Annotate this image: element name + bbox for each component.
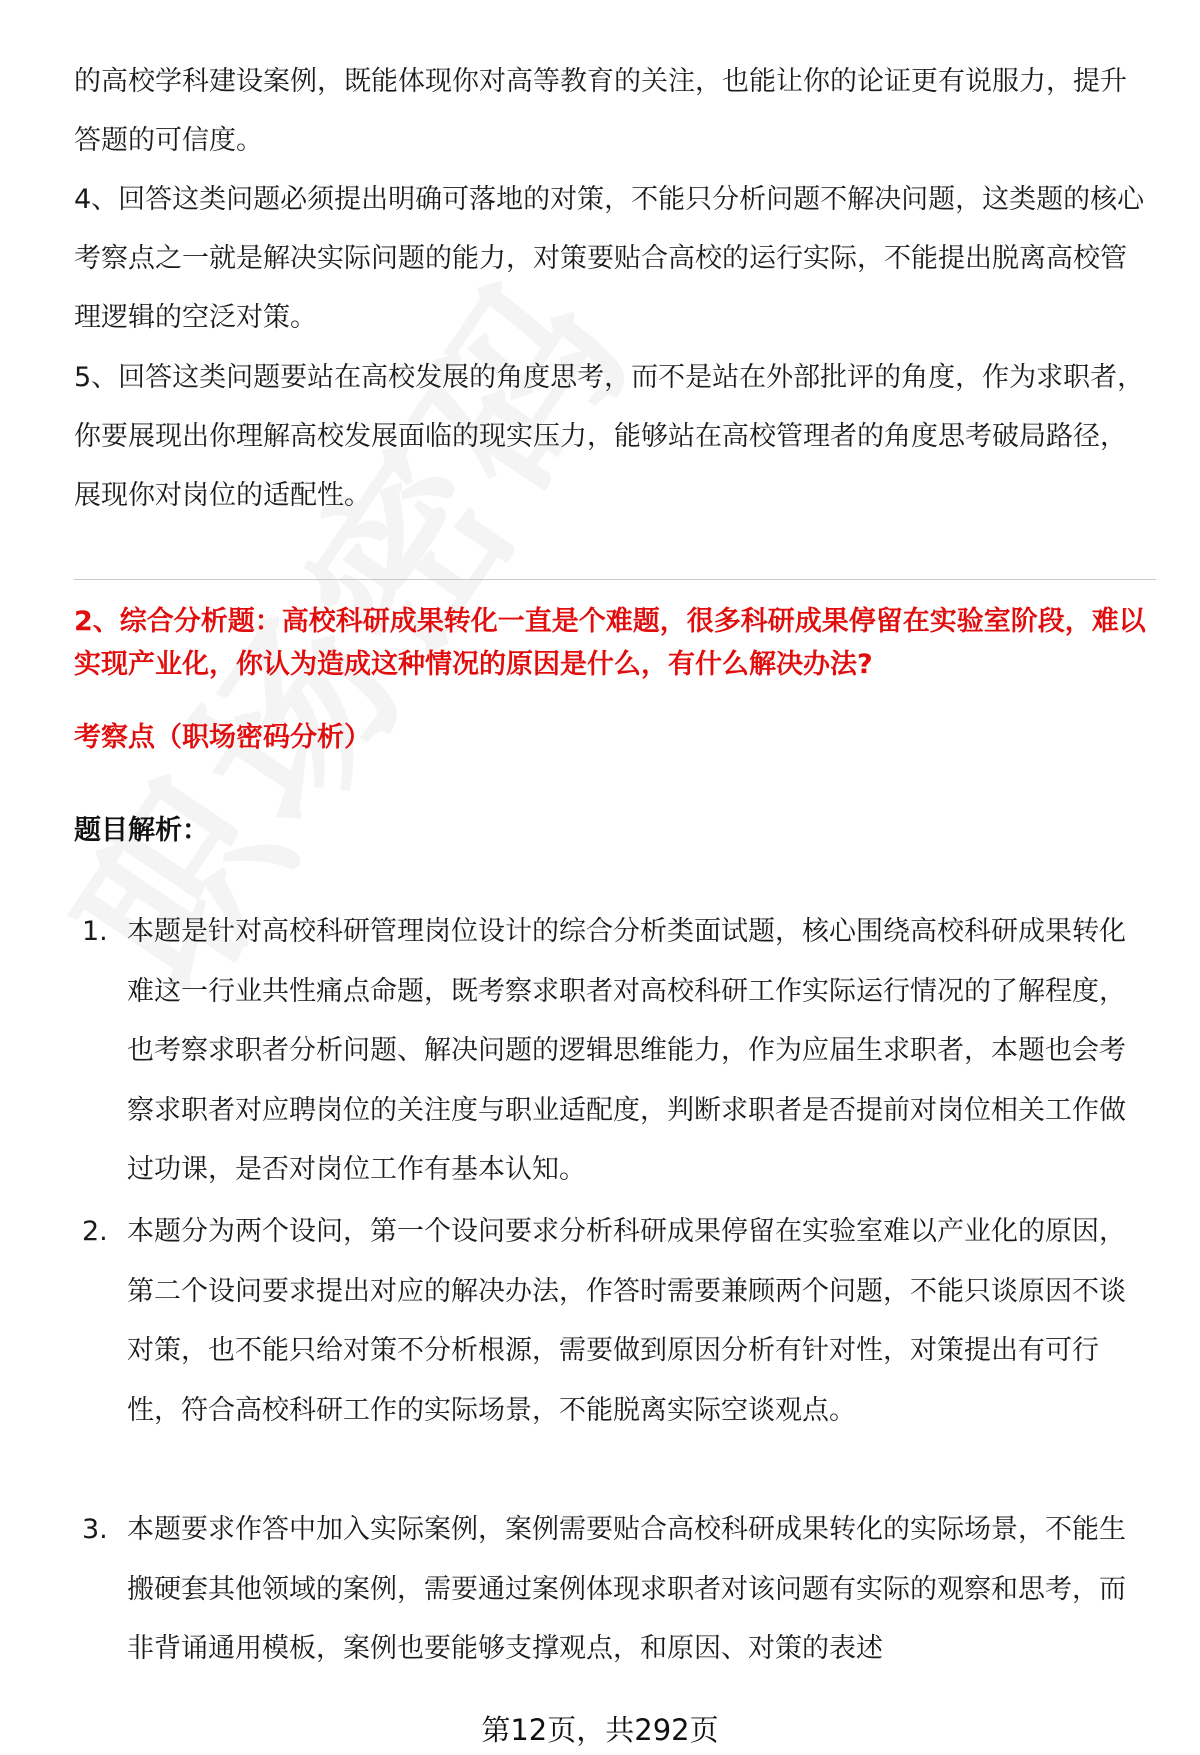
question-title: 2、综合分析题：高校科研成果转化一直是个难题，很多科研成果停留在实验室阶段，难以实现产业化，你认为造成这种情况的原因是什么，有什么解决办法? [74,606,1146,680]
section-divider [74,579,1156,580]
analysis-heading: 题目解析： [74,815,209,846]
list-number: 2. [82,1216,108,1247]
intro-point-5: 5、回答这类问题要站在高校发展的角度思考，而不是站在外部批评的角度，作为求职者，你要展现出你理解高校发展面临的现实压力，能够站在高校管理者的角度思考破局路径，展现你对岗位的适配性。 [74,362,1145,511]
intro-paragraph-continued: 的高校学科建设案例，既能体现你对高等教育的关注，也能让你的论证更有说服力，提升答题的可信度。 [74,66,1127,156]
list-text: 本题是针对高校科研管理岗位设计的综合分析类面试题，核心围绕高校科研成果转化难这一行业共性痛点命题，既考察求职者对高校科研工作实际运行情况的了解程度，也考察求职者分析问题、解决问题的逻辑思维能力，作为应届生求职者，本题也会考察求职者对应聘岗位的关注度与职业适配度，判断求职者是否提前对岗位相关工作做过功课，是否对岗位工作有基本认知。 [127,916,1126,1185]
list-text: 本题分为两个设问，第一个设问要求分析科研成果停留在实验室难以产业化的原因，第二个设问要求提出对应的解决办法，作答时需要兼顾两个问题，不能只谈原因不谈对策，也不能只给对策不分析根源，需要做到原因分析有针对性，对策提出有可行性，符合高校科研工作的实际场景，不能脱离实际空谈观点。 [127,1216,1126,1426]
intro-point-4: 4、回答这类问题必须提出明确可落地的对策，不能只分析问题不解决问题，这类题的核心考察点之一就是解决实际问题的能力，对策要贴合高校的运行实际，不能提出脱离高校管理逻辑的空泛对策。 [74,184,1145,333]
list-number: 3. [82,1514,108,1545]
kaochadian-heading: 考察点（职场密码分析） [74,722,371,753]
list-text: 本题要求作答中加入实际案例，案例需要贴合高校科研成果转化的实际场景，不能生搬硬套其他领域的案例，需要通过案例体现求职者对该问题有实际的观察和思考，而非背诵通用模板，案例也要能够支撑观点，和原因、对策的表述 [127,1514,1126,1664]
list-number: 1. [82,916,108,947]
page-footer: 第12页，共292页 [481,1713,719,1747]
